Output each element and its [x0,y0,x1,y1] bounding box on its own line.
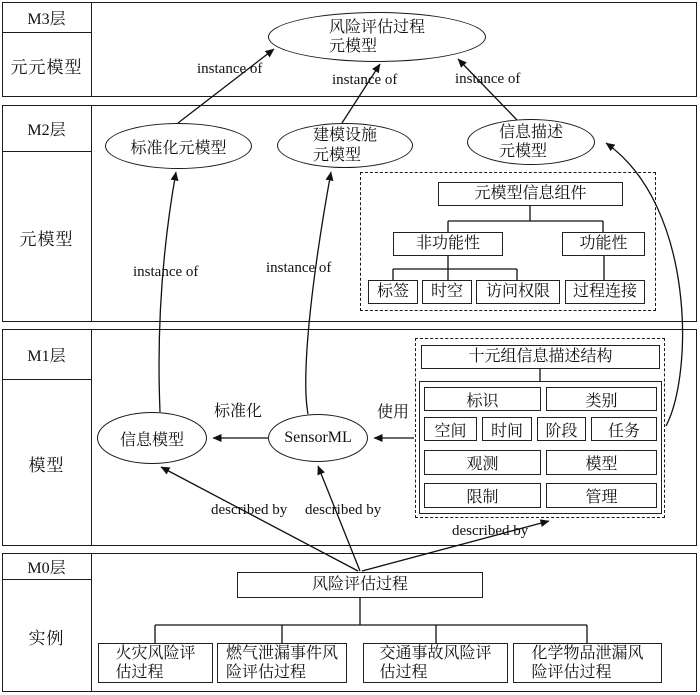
box-component-root: 元模型信息组件 [438,182,623,206]
box-gas-leak-risk-process [217,643,347,683]
label-instance-of: instance of [455,71,521,87]
box-text-line1: 火灾风险评 [115,644,196,662]
tuple-cell-identification: 标识 [424,387,541,411]
ellipse-text-line2: 元模型 [498,143,547,160]
tuple-cell-management: 管理 [546,483,657,508]
tuple-cell-observation: 观测 [424,450,541,475]
layer-name-label: 元元模型 [10,57,83,77]
ellipse-text-line1: 风险评估过程 [328,18,425,36]
label-instance-of: instance of [197,61,263,77]
box-leaf-spacetime: 时空 [422,280,472,304]
ellipse-text-line1: 信息描述 [498,123,563,141]
tuple-cell-task: 任务 [591,417,657,441]
ellipse-text-line2: 元模型 [312,146,361,164]
layer-name-label: 实例 [28,628,65,648]
box-tuple-title: 十元组信息描述结构 [421,345,660,369]
ellipse-text-line1: 建模设施 [312,127,377,145]
box-text-line2: 估过程 [379,664,428,681]
box-text-line1: 化学物品泄漏风 [531,644,644,662]
box-text-line1: 交通事故风险评 [379,644,492,662]
label-described-by: described by [452,523,529,539]
box-chemical-leak-risk-process [513,643,662,683]
box-text-line1: 燃气泄漏事件风 [225,644,338,662]
box-risk-assessment-process: 风险评估过程 [237,572,483,598]
box-leaf-tag: 标签 [368,280,418,304]
tuple-cell-space: 空间 [424,417,477,441]
box-leaf-process-link: 过程连接 [565,280,645,304]
label-standardize: 标准化 [214,403,263,420]
box-non-functional: 非功能性 [393,232,503,256]
tuple-cell-category: 类别 [546,387,657,411]
tuple-cell-phase: 阶段 [537,417,586,441]
box-text-line2: 险评估过程 [225,664,306,681]
label-instance-of: instance of [332,72,398,88]
ellipse-info-description-metamodel [467,119,595,165]
label-use: 使用 [377,404,410,421]
tuple-cell-restriction: 限制 [424,483,541,508]
label-described-by: described by [211,502,288,518]
box-text-line2: 险评估过程 [531,664,612,681]
layer-name-label: 模型 [28,455,65,475]
ellipse-modeling-facility-metamodel [277,123,413,168]
legend-column-m3 [2,2,92,97]
ellipse-sensorml: SensorML [268,414,368,462]
box-fire-risk-process [98,643,213,683]
box-functional: 功能性 [562,232,645,256]
tuple-cell-time: 时间 [482,417,532,441]
layer-tier-label: M3层 [2,2,91,33]
ellipse-risk-assessment-metamodel [268,12,486,62]
tuple-cell-model: 模型 [546,450,657,475]
label-instance-of: instance of [266,260,332,276]
layer-name-label: 元模型 [19,229,74,249]
box-traffic-accident-risk-process [363,643,508,683]
box-text-line2: 估过程 [115,664,164,681]
label-instance-of: instance of [133,264,199,280]
box-leaf-access-rights: 访问权限 [476,280,560,304]
ellipse-text-line2: 元模型 [328,38,377,55]
legend-column-m1 [2,329,92,546]
layer-tier-label: M2层 [2,105,91,152]
layer-tier-label: M0层 [2,553,91,580]
ellipse-standardized-metamodel: 标准化元模型 [105,123,252,169]
layer-tier-label: M1层 [2,329,91,380]
ellipse-information-model: 信息模型 [97,412,207,464]
legend-column-m0 [2,553,92,692]
label-described-by: described by [305,502,382,518]
legend-column-m2 [2,105,92,322]
